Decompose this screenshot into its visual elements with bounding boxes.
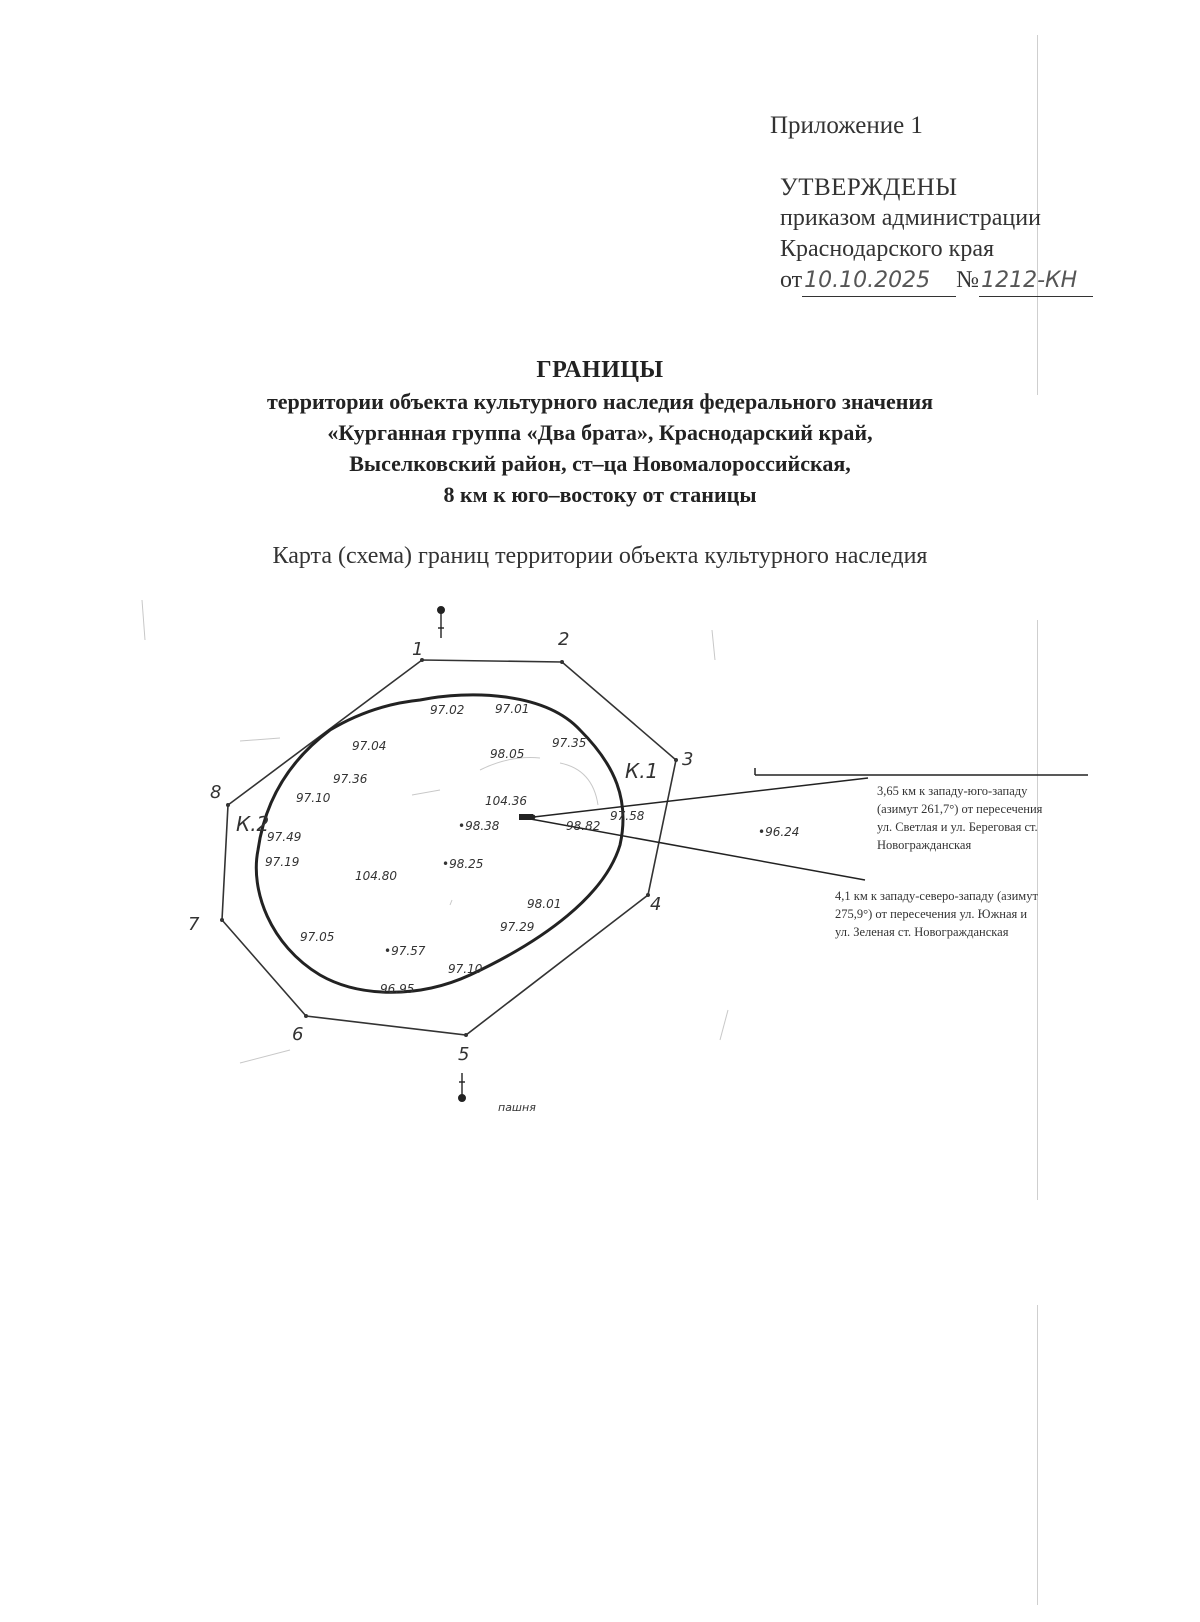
note-2-line-2: 275,9°) от пересечения ул. Южная и <box>835 907 1028 921</box>
elevation-4: 97.35 <box>552 736 587 750</box>
date-prefix: от <box>780 267 803 293</box>
approval-line-1: приказом администрации <box>780 205 1041 231</box>
elevation-15: 98.01 <box>527 897 562 911</box>
elevation-8: •98.38 <box>458 819 500 833</box>
elevation-17: 97.05 <box>300 930 335 944</box>
field-label: пашня <box>498 1101 536 1114</box>
elevation-5: 97.36 <box>333 772 368 786</box>
vertex-3 <box>674 758 678 762</box>
approval-line-2: Краснодарского края <box>780 236 995 262</box>
vertex-2 <box>560 660 564 664</box>
handwritten-date: 10.10.2025 <box>802 265 956 297</box>
point-label-5: 5 <box>458 1044 470 1065</box>
kurgan-label-1: К.1 <box>625 759 659 783</box>
elevation-13: 104.80 <box>355 869 397 883</box>
elevation-20: 96.95 <box>380 982 415 996</box>
point-label-3: 3 <box>682 749 694 770</box>
note-1-line-1: 3,65 км к западу-юго-западу <box>877 784 1028 798</box>
point-label-8: 8 <box>210 782 222 803</box>
point-label-7: 7 <box>188 914 200 935</box>
elevation-11: 97.49 <box>267 830 302 844</box>
map-subtitle: Карта (схема) границ территории объекта культурного наследия <box>272 543 928 569</box>
elevation-16: 97.29 <box>500 920 535 934</box>
note-2 <box>835 889 1038 939</box>
elevation-14: •98.25 <box>442 857 484 871</box>
vertex-6 <box>304 1014 308 1018</box>
note-1 <box>877 784 1043 852</box>
elevation-18: •97.57 <box>384 944 426 958</box>
vertex-7 <box>220 918 224 922</box>
approved-heading: УТВЕРЖДЕНЫ <box>780 174 958 201</box>
title-line-1: территории объекта культурного наследия федерального значения <box>266 389 934 414</box>
elevation-1: 97.01 <box>495 702 530 716</box>
reference-line-1 <box>525 778 868 818</box>
vertex-8 <box>226 803 230 807</box>
title-heading: ГРАНИЦЫ <box>536 357 664 383</box>
elevation-6: 97.10 <box>296 791 331 805</box>
point-label-1: 1 <box>412 639 424 660</box>
annex-label: Приложение 1 <box>770 112 923 139</box>
elevation-10: 97.58 <box>610 809 645 823</box>
number-prefix: № <box>956 267 980 293</box>
elevation-19: 97.10 <box>448 962 483 976</box>
elevation-marks <box>265 702 799 996</box>
elevation-0: 97.02 <box>430 703 465 717</box>
elevation-21: •96.24 <box>758 825 800 839</box>
elevation-3: 98.05 <box>490 747 525 761</box>
elevation-12: 97.19 <box>265 855 300 869</box>
vertex-5 <box>464 1033 468 1037</box>
title-line-3: Выселковский район, ст–ца Новомалороссийская, <box>349 451 851 476</box>
title-line-4: 8 км к юго–востоку от станицы <box>443 482 757 507</box>
title-line-2: «Курганная группа «Два брата», Краснодарский край, <box>327 420 873 445</box>
elevation-9: 98.82 <box>566 819 601 833</box>
point-label-2: 2 <box>558 629 570 650</box>
note-1-line-3: ул. Светлая и ул. Береговая ст. <box>877 820 1038 834</box>
south-arrow-icon <box>459 1073 466 1102</box>
kurgan-label-2: К.2 <box>236 812 270 836</box>
elevation-2: 97.04 <box>352 739 387 753</box>
note-2-line-1: 4,1 км к западу-северо-западу (азимут <box>835 889 1038 903</box>
note-1-line-4: Новогражданская <box>877 838 972 852</box>
note-2-line-3: ул. Зеленая ст. Новогражданская <box>835 925 1009 939</box>
note-1-line-2: (азимут 261,7°) от пересечения <box>877 802 1043 816</box>
north-arrow-icon <box>438 607 445 639</box>
reference-point-marker <box>519 814 536 820</box>
elevation-7: 104.36 <box>485 794 527 808</box>
point-labels <box>188 629 693 1065</box>
contour-lines <box>142 600 728 1063</box>
point-label-4: 4 <box>650 894 662 915</box>
handwritten-number: 1212-КН <box>979 265 1093 297</box>
point-label-6: 6 <box>292 1024 304 1045</box>
